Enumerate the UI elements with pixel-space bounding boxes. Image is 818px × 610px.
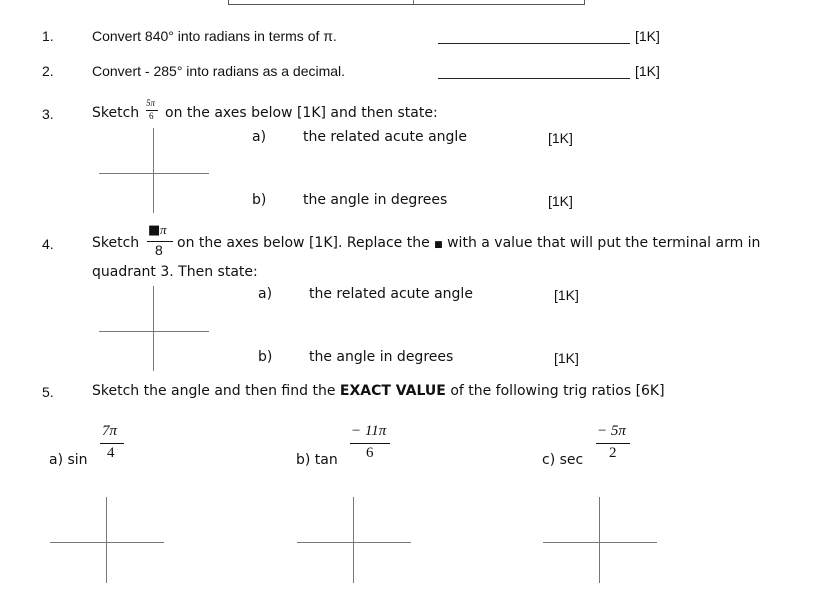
q5-text-after: of the following trig ratios [6K] — [450, 383, 665, 399]
q5a-num: 7π — [102, 423, 118, 439]
q2-text: Convert - 285° into radians as a decimal. — [92, 63, 346, 79]
q5c-y-axis — [599, 497, 600, 583]
q1-answer-line[interactable] — [438, 43, 630, 44]
q5b-x-axis — [297, 542, 411, 543]
q5-text — [92, 383, 665, 399]
q4-a-label: a) — [258, 286, 273, 302]
q5b-frac-bar — [350, 443, 390, 444]
q1-text: Convert 840° into radians in terms of π. — [92, 28, 337, 44]
q5-text-before: Sketch the angle and then find the — [92, 383, 336, 399]
q5a-label: a) sin — [49, 452, 88, 468]
q3-frac-num: 5π — [146, 98, 156, 108]
q4-x-axis — [99, 331, 209, 332]
q4-b-text: the angle in degrees — [309, 349, 454, 365]
q5c-frac-bar — [596, 443, 630, 444]
q5c-den: 2 — [609, 445, 617, 461]
q4-y-axis — [153, 286, 154, 371]
q2-number: 2. — [42, 63, 54, 79]
q3-number: 3. — [42, 106, 54, 122]
q1-mark: [1K] — [635, 28, 660, 44]
q4-a-mark: [1K] — [554, 287, 579, 303]
q4-tail-part1: on the axes below [1K]. Replace the — [177, 235, 430, 251]
q3-a-text: the related acute angle — [303, 129, 467, 145]
q1-number: 1. — [42, 28, 54, 44]
q3-y-axis — [153, 128, 154, 213]
q3-frac-den: 6 — [149, 111, 154, 121]
q4-tail — [177, 235, 760, 251]
q4-frac-num-symbol: ■ — [148, 223, 161, 238]
q2-answer-line[interactable] — [438, 78, 630, 79]
q5c-x-axis — [543, 542, 657, 543]
q5b-y-axis — [353, 497, 354, 583]
q3-a-mark: [1K] — [548, 130, 573, 146]
q5-text-bold: EXACT VALUE — [339, 383, 446, 399]
top-box-divider — [413, 0, 414, 4]
q5b-num: − 11π — [351, 423, 387, 439]
q3-b-label: b) — [252, 192, 267, 208]
q3-a-label: a) — [252, 129, 267, 145]
q5c-label: c) sec — [542, 452, 584, 468]
q4-frac-num: π — [160, 222, 167, 237]
q4-number: 4. — [42, 236, 54, 252]
q5c-num: − 5π — [597, 423, 626, 439]
q3-x-axis — [99, 173, 209, 174]
q3-b-text: the angle in degrees — [303, 192, 448, 208]
q4-a-text: the related acute angle — [309, 286, 473, 302]
q5a-frac-bar — [100, 443, 124, 444]
q4-b-mark: [1K] — [554, 350, 579, 366]
q5b-label: b) tan — [296, 452, 338, 468]
q3-tail: on the axes below [1K] and then state: — [165, 105, 438, 121]
q2-mark: [1K] — [635, 63, 660, 79]
q3-lead: Sketch — [92, 105, 140, 121]
square-icon: ■ — [434, 240, 443, 250]
q5a-den: 4 — [107, 445, 115, 461]
q5a-x-axis — [50, 542, 164, 543]
q4-b-label: b) — [258, 349, 273, 365]
q5a-y-axis — [106, 497, 107, 583]
q3-b-mark: [1K] — [548, 193, 573, 209]
top-box-remnant — [228, 0, 585, 5]
q4-lead: Sketch — [92, 235, 140, 251]
q5-number: 5. — [42, 384, 54, 400]
q4-frac-den: 8 — [155, 242, 163, 258]
q4-line2: quadrant 3. Then state: — [92, 264, 258, 280]
q5b-den: 6 — [366, 445, 374, 461]
q4-tail-part2: with a value that will put the terminal arm in — [447, 235, 761, 251]
